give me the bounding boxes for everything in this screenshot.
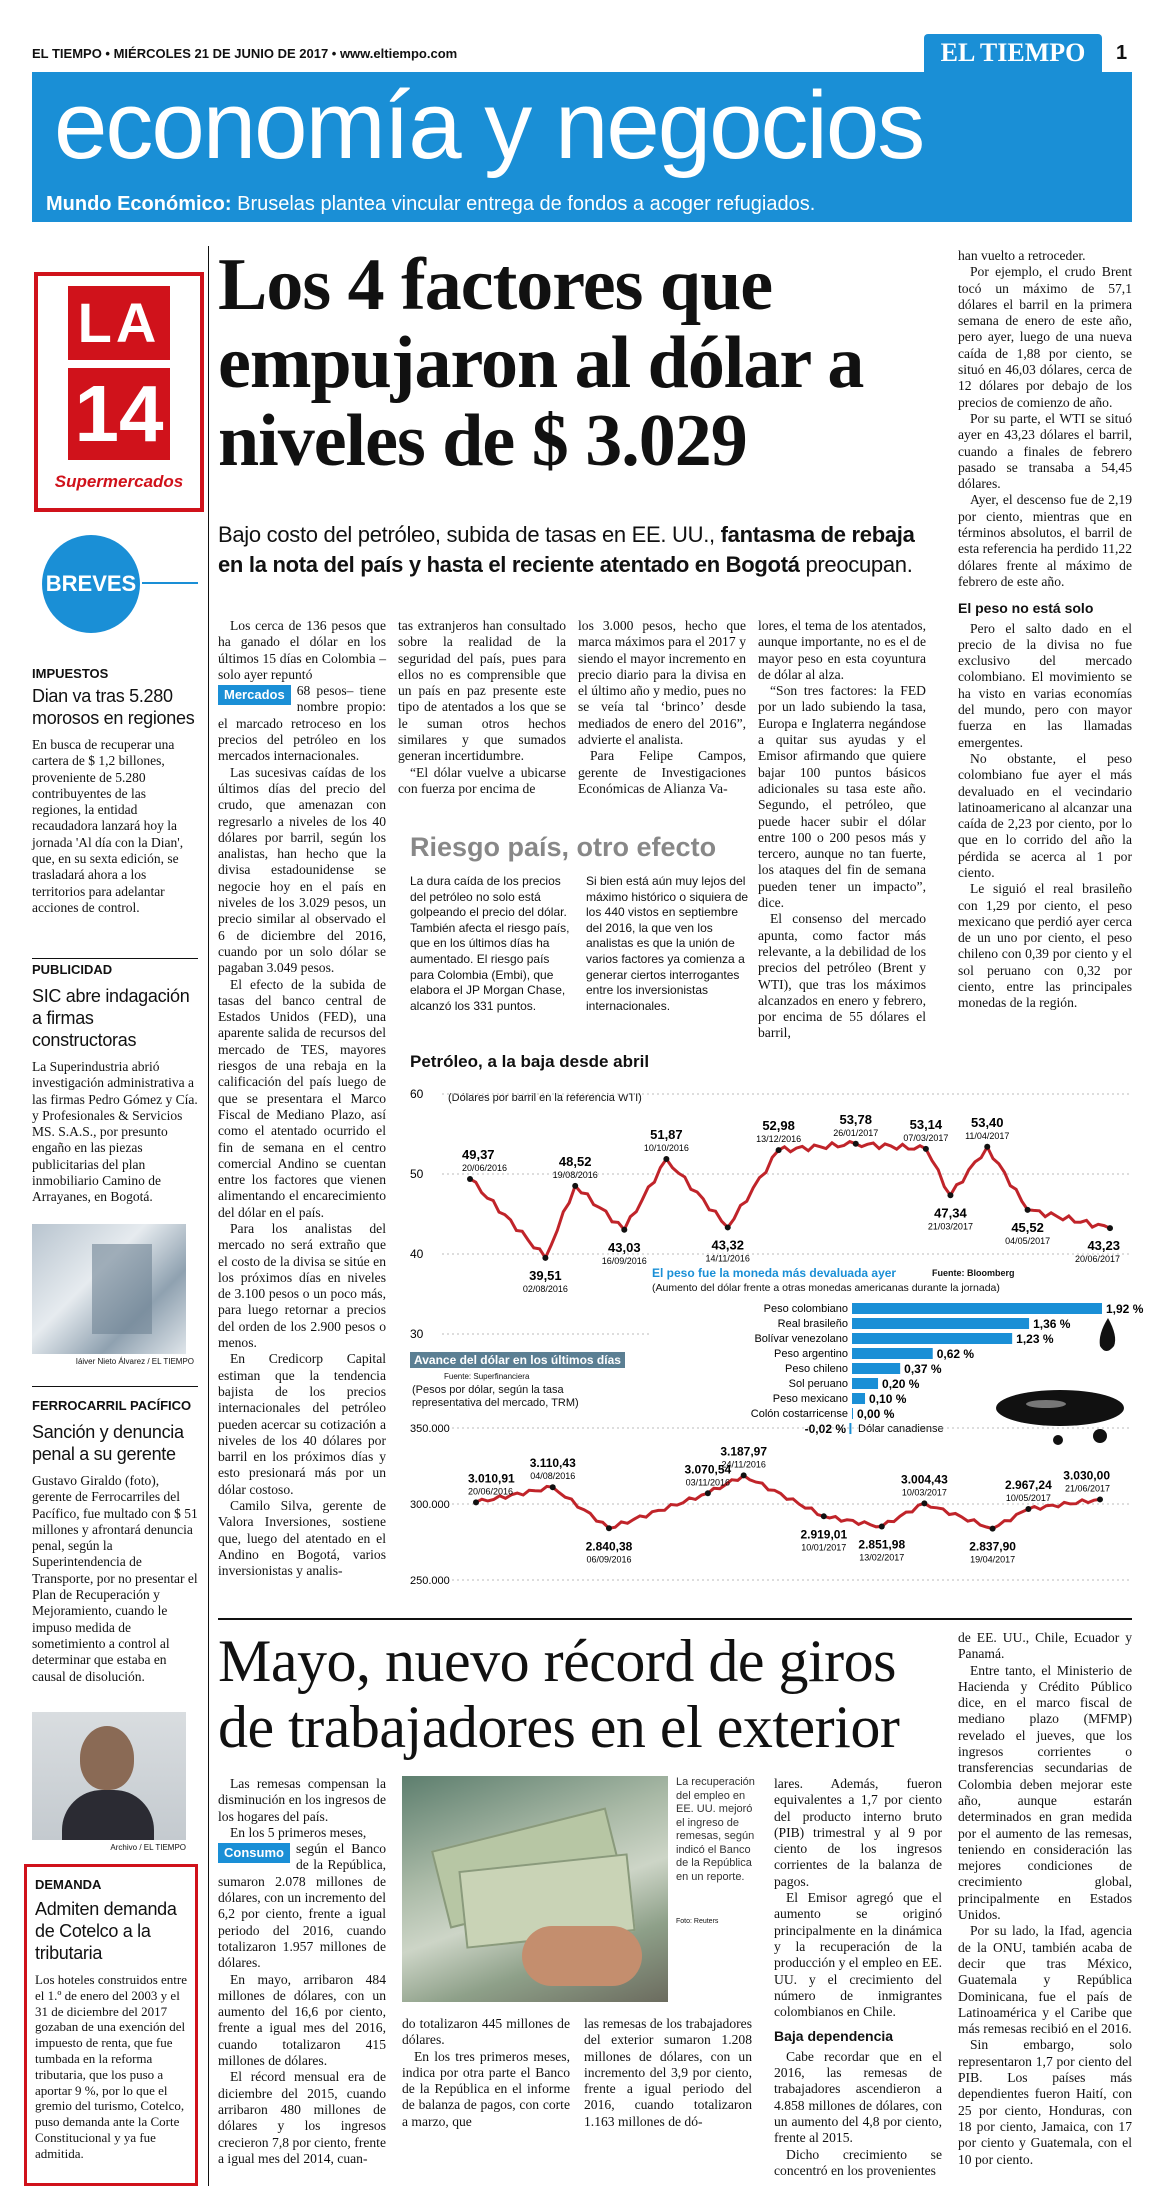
paragraph: lares. Además, fueron equivalentes a 1,7 por ciento del producto interno bruto (PIB) trimestral y al 9 por ciento de los ingresos corrientes de la balanza de pagos. (774, 1776, 942, 1889)
remittances-photo (402, 1776, 668, 2002)
paragraph: No obstante, el peso colombiano fue ayer el más devaluado en el vecindario latinoamericano al alcanzar una caída de 2,23 por ciento, por lo que en lo corrido del año la pérdida se acerca al 1 por ciento. (958, 750, 1132, 880)
fx-chart-source: Fuente: Superfinanciera (444, 1372, 530, 1381)
data-point (467, 1176, 473, 1182)
category-label: Colón costarricense (750, 1408, 848, 1420)
second-col-2 (402, 2016, 570, 2130)
main-headline: Los 4 factores que empujaron al dólar a niveles de $ 3.029 (218, 244, 864, 482)
data-point (663, 1156, 669, 1162)
divider (32, 958, 198, 959)
paragraph: “Son tres factores: la FED por un lado subiendo la tasa, Europa e Inglaterra negándose a quitar sus ayudas y el Emisor afirmando que quiere bajar 100 puntos básicos adicionales su tasa este año. Segundo, el petróleo, que puede hacer subir el dólar entre 100 o 200 pesos más y tercero, aunque no tan fuerte, los ataques del fin de semana pueden tener un impacto”, dice. (758, 683, 926, 911)
box-title: Riesgo país, otro efecto (410, 832, 717, 862)
main-col-1 (218, 618, 386, 1580)
ad-logo-la14[interactable] (34, 272, 204, 512)
date-label: 26/01/2017 (833, 1127, 879, 1138)
data-point (879, 1523, 885, 1529)
data-label: 53,14 (909, 1116, 943, 1132)
data-point (1097, 1496, 1103, 1502)
paragraph: han vuelto a retroceder. (958, 248, 1086, 263)
paragraph: Las sucesivas caídas de los últimos días del precio del crudo, que amenazan con regresarlo a niveles de los 40 dólares por barril, según los analistas, han hecho que la divisa estadounidense se negocie hoy en el país en niveles de los 3.029 pesos, un precio similar al observado el 6 de diciembre del 2016, cuando por un solo dólar se pagaban 3.049 pesos. (218, 764, 386, 976)
date-label: 03/11/2016 (685, 1477, 731, 1488)
paragraph: El consenso del mercado apunta, como factor más relevante, a la debilidad de los precios del petróleo (Brent y WTI), que tras los máximos alcanzados en enero y febrero, por encima de 55 dólares el barril, (758, 911, 926, 1041)
paragraph: los 3.000 pesos, hecho que marca máximos para el 2017 y siendo el mayor incremento en precio diario para la divisa en el último año y medio, pues no se veía tal ‘brinco’ desde mediados de enero del 2016”, advierte el analista. (578, 618, 747, 748)
value-label: 1,92 % (1106, 1302, 1144, 1316)
data-point (853, 1141, 859, 1147)
date-label: 10/10/2016 (643, 1143, 689, 1154)
data-label: 39,51 (529, 1267, 562, 1283)
brief-text: Gustavo Giraldo (foto), gerente de Ferrocarriles del Pacífico, fue multado con $ 51 millones y afrontará denuncia penal, según la Superintendencia de Transporte, por no presentar el Plan de Recuperación y Mejoramiento, cuando le impuso medida de sometimiento a control al determinar que estaba en causal de disolución. (32, 1473, 198, 1684)
second-col-4 (774, 1776, 942, 2179)
brief-photo-gerente (32, 1712, 186, 1840)
date-label: 04/05/2017 (1005, 1235, 1051, 1246)
y-tick: 40 (410, 1247, 424, 1261)
paragraph: Cabe recordar que en el 2016, las remesas de trabajadores ascendieron a 4.858 millones de dólares, con un aumento del 4,8 por ciento, frente al 2015. (774, 2048, 942, 2146)
category-label: Peso argentino (774, 1348, 848, 1360)
value-label: -0,02 % (804, 1422, 846, 1436)
main-subhead (218, 520, 938, 580)
data-label: 53,78 (839, 1111, 873, 1127)
data-point (923, 1146, 929, 1152)
paragraph: Sin embargo, solo representaron 1,7 por ciento del PIB. Los países más dependientes fueron Haití, con 25 por ciento, Honduras, con 18 por ciento, Jamaica, con 17 por ciento y Guatemala, con el 10 por ciento. (958, 2037, 1132, 2167)
paragraph: Por su parte, el WTI se situó ayer en 43,23 dólares el barril, cuando a finales de febrero pasado se transaba a 54,45 dólares. (958, 410, 1132, 492)
brief-title: SIC abre indagación a firmas constructoras (32, 986, 190, 1050)
data-label: 2.837,90 (969, 1539, 1016, 1554)
second-col-3 (584, 2016, 752, 2130)
date-label: 20/06/2016 (468, 1486, 514, 1497)
y-tick: 60 (410, 1087, 424, 1101)
data-point (821, 1513, 827, 1519)
category-label: Peso mexicano (772, 1393, 848, 1405)
page-number: 1 (1116, 42, 1128, 64)
devaluation-chart-title: El peso fue la moneda más devaluada ayer (652, 1266, 897, 1280)
section-tag: Mercados (218, 685, 291, 705)
story-divider (218, 1618, 1132, 1620)
data-point (473, 1499, 479, 1505)
brief-category: PUBLICIDAD (32, 962, 113, 977)
fx-line-chart (410, 1418, 1132, 1588)
paragraph: Por ejemplo, el crudo Brent tocó un máximo de 57,1 dólares el barril en la primera semana de enero de este año, pero ayer, luego de una nueva caída de 1,88 por ciento, se situó en 46,03 dólares, cerca de 12 dólares por debajo de los precios de comienzo de año. (958, 264, 1132, 410)
box-col-1: La dura caída de los precios del petróleo no solo está golpeando el precio del dólar. También afecta el riesgo país, que en los últimos días ha aumentado. El riesgo país para Colombia (Embi), que elabora el JP Morgan Chase, alcanzó los 331 puntos. (410, 874, 570, 1013)
paragraph: En Credicorp Capital estiman que la tendencia bajista de los precios internacionales del petróleo pueden acercar su cotización a niveles de los 40 dólares por barril en los próximos días y esto presionará más por un dólar costoso. (218, 1351, 386, 1497)
brief-demanda-box (24, 1864, 198, 2186)
divider (32, 1386, 198, 1387)
photo-caption: La recuperación del empleo en EE. UU. mejoró el ingreso de remesas, según indicó el Banco de la República en un reporte. (676, 1776, 755, 1883)
paragraph: las remesas de los trabajadores del exterior sumaron 1.208 millones de dólares, con un incremento del 3,9 por ciento, frente a igual periodo del 2016, cuando totalizaron 1.163 millones de dó- (584, 2016, 752, 2129)
data-point (1107, 1225, 1113, 1231)
world-news-bar (32, 186, 1132, 222)
data-label: 3.010,91 (468, 1471, 515, 1486)
data-point (990, 1526, 996, 1532)
data-label: 2.851,98 (858, 1537, 906, 1552)
data-point (741, 1472, 747, 1478)
devaluation-subtitle: (Aumento del dólar frente a otras monedas americanas durante la jornada) (652, 1282, 1000, 1294)
value-label: 0,20 % (882, 1377, 920, 1391)
paragraph: Para Felipe Campos, gerente de Investigaciones Económicas de Alianza Va- (578, 748, 746, 796)
data-label: 43,32 (711, 1237, 745, 1253)
date-label: 10/01/2017 (801, 1542, 847, 1553)
data-label: 2.840,38 (585, 1539, 633, 1554)
date-label: 16/09/2016 (601, 1255, 647, 1266)
date-label: 11/04/2017 (965, 1130, 1010, 1141)
paragraph: El efecto de la subida de tasas del banco central de Estados Unidos (FED), una aparente salida de recursos del mercado de TES, mayores riesgos de una rebaja en la calificación del país luego de que se presentara el Marco Fiscal de Mediano Plazo, así como el atentado ocurrido el fin de semana en el centro comercial Andino se cuentan entre los factores que vienen alimentando el encarecimiento del dólar en el país. (218, 976, 386, 1220)
date-label: 21/06/2017 (1064, 1483, 1110, 1494)
bar (852, 1303, 1102, 1314)
photo-credit: Iáiver Nieto Álvarez / EL TIEMPO (75, 1357, 194, 1366)
world-text: Bruselas plantea vincular entrega de fondos a acoger refugiados. (237, 193, 816, 215)
data-label: 52,98 (762, 1118, 795, 1134)
section-title: economía y negocios (54, 72, 924, 179)
column-rule (208, 246, 209, 2186)
date-label: 06/09/2016 (586, 1554, 632, 1565)
data-point (984, 1144, 990, 1150)
value-label: 1,23 % (1016, 1332, 1054, 1346)
second-headline: Mayo, nuevo récord de giros de trabajadores en el exterior (218, 1628, 900, 1760)
brief-ferrocarril (32, 1398, 198, 1685)
paragraph: Pero el salto dado en el precio de la divisa no fue exclusivo del mercado colombiano. El movimiento se ha visto en varias economías del mundo, pero con mayor fuerza en las llamadas emergentes. (958, 620, 1132, 750)
data-label: 47,34 (934, 1205, 967, 1221)
subsection-heading: El peso no está solo (958, 600, 1094, 617)
category-label: Real brasileño (777, 1318, 848, 1330)
brand-logo: EL TIEMPO (924, 34, 1102, 72)
brief-title: Admiten demanda de Cotelco a la tributaria (35, 1899, 177, 1963)
date-label: 10/03/2017 (901, 1487, 947, 1498)
date-label: 04/08/2016 (530, 1471, 576, 1482)
oil-drop-icon (1100, 1318, 1115, 1351)
brief-text: En busca de recuperar una cartera de $ 1,2 billones, proveniente de 5.280 contribuyentes de las regiones, la entidad recaudadora lanzará hoy la jornada 'Al día con la Dian', que, en su sexta edición, se trasladará ahora a los territorios para adelantar acciones de control. (32, 737, 184, 915)
fx-chart-subtitle: (Pesos por dólar, según la tasa representativa del mercado, TRM) (412, 1384, 579, 1409)
paragraph: En mayo, arribaron 484 millones de dólares, con un aumento del 16,6 por ciento, frente a igual mes del 2016, cuando totalizaron 415 millones de dólares. (218, 1971, 386, 2069)
date-label: 02/08/2016 (522, 1283, 568, 1294)
subhead-part: preocupan. (805, 552, 913, 577)
value-label: 0,00 % (857, 1407, 895, 1421)
data-label: 43,03 (608, 1239, 641, 1255)
bar (852, 1318, 1029, 1329)
data-label: 3.070,54 (684, 1462, 732, 1477)
box-col-2: Si bien está aún muy lejos del máximo histórico o siquiera de los 440 vistos en septiembre del 2016, la que ven los analistas es que la unión de varios factores ya comienza a generar ciertos interrogantes entre los inversionistas internacionales. (586, 874, 749, 1013)
brief-category: FERROCARRIL PACÍFICO (32, 1398, 192, 1413)
data-label: 2.967,24 (1005, 1477, 1052, 1492)
data-label: 3.110,43 (529, 1456, 576, 1471)
bar (852, 1348, 933, 1359)
paragraph: 68 pesos– tiene nombre propio: el marcado retroceso en los precios del petróleo en los mercados internacionales. (218, 683, 386, 764)
breves-rule (142, 582, 198, 584)
data-point (921, 1500, 927, 1506)
paragraph: Le siguió el real brasileño con 1,29 por ciento, el peso mexicano que perdió ayer cerca de un uno por ciento, el peso chileno con 0,39 por ciento y el sol peruano con 0,32 por ciento, entre las principales monedas de la región. (958, 881, 1132, 1011)
data-point (947, 1192, 953, 1198)
subhead-bold: fantasma de rebaja (720, 522, 915, 547)
data-point (572, 1183, 578, 1189)
paragraph: En los 5 primeros meses, (230, 1824, 367, 1840)
paragraph: Ayer, el descenso fue de 2,19 por ciento, mientras que en términos absolutos, el barril de esta referencia ha perdido 11,22 dólares frente al máximo de febrero de este año. (958, 492, 1132, 589)
masthead-dateline: EL TIEMPO • MIÉRCOLES 21 DE JUNIO DE 2017 • www.eltiempo.com (32, 46, 458, 61)
value-label: 0,10 % (869, 1392, 907, 1406)
brief-category: IMPUESTOS (32, 666, 109, 681)
data-point (550, 1484, 556, 1490)
category-label: Peso chileno (785, 1363, 848, 1375)
paragraph: Las remesas compensan la disminución en los ingresos de los hogares del país. (218, 1776, 386, 1824)
date-label: 19/04/2017 (970, 1554, 1016, 1565)
data-point (542, 1255, 548, 1261)
date-label: 07/03/2017 (903, 1132, 949, 1143)
paragraph: do totalizaron 445 millones de dólares. (402, 2016, 570, 2048)
date-label: 24/11/2016 (721, 1459, 766, 1470)
subhead-part: Bajo costo del petróleo, subida de tasas en EE. UU., (218, 522, 715, 547)
paragraph: Los cerca de 136 pesos que ha ganado el dólar en los últimos 15 días en Colombia –solo ayer repuntó (218, 618, 386, 682)
y-tick: 300.000 (410, 1499, 450, 1511)
data-label: 3.004,43 (901, 1472, 948, 1487)
y-tick: 50 (410, 1167, 424, 1181)
category-label: Peso colombiano (763, 1303, 848, 1315)
y-tick: 250.000 (410, 1575, 450, 1587)
date-label: 20/06/2016 (462, 1163, 508, 1174)
ad-logo-name: Supermercados (54, 472, 184, 491)
data-point (705, 1490, 711, 1496)
value-label: 0,62 % (936, 1347, 975, 1361)
value-label: 0,37 % (904, 1362, 942, 1376)
subhead-bold: en la nota del país y hasta el reciente atentado en Bogotá (218, 552, 800, 577)
date-label: 20/06/2017 (1074, 1254, 1120, 1265)
main-col-4 (758, 618, 926, 1042)
brief-title: Dian va tras 5.280 morosos en regiones (32, 686, 195, 728)
bar (852, 1333, 1012, 1344)
bar (852, 1363, 900, 1374)
paragraph: Entre tanto, el Ministerio de Hacienda y Crédito Público dice, en el marco fiscal de mediano plazo (MFMP) revelado el jueves, que los ingresos corrientes o transferencias secundarias de Colombia deben mejorar este año, aunque estarán determinados en gran medida por el aumento de las remesas, teniendo en consideración las mejores condiciones de crecimiento global, principalmente en Estados Unidos. (958, 1662, 1132, 1923)
photo-credit: Archivo / EL TIEMPO (110, 1843, 186, 1852)
data-point (725, 1224, 731, 1230)
oil-chart-subtitle: (Dólares por barril en la referencia WTI) (448, 1092, 642, 1104)
date-label: 13/02/2017 (859, 1552, 905, 1563)
paragraph: Camilo Silva, gerente de Valora Inversiones, sostiene que, luego del atentado en el Andino en Bogotá, varios inversionistas y analis- (218, 1498, 386, 1579)
oil-spill-highlight (1026, 1400, 1066, 1408)
paragraph: lores, el tema de los atentados, aunque importante, no es el de mayor peso en esta coyuntura de dólar al alza. (758, 618, 926, 682)
brief-title: Sanción y denuncia penal a su gerente (32, 1422, 184, 1464)
data-point (621, 1227, 627, 1233)
value-label: 1,36 % (1033, 1317, 1071, 1331)
fx-chart-title: Avance del dólar en los últimos días (410, 1352, 625, 1368)
ad-logo-14: 14 (68, 368, 170, 460)
paragraph: de EE. UU., Chile, Ecuador y Panamá. (958, 1630, 1132, 1662)
data-label: 43,23 (1087, 1238, 1120, 1254)
paragraph: tas extranjeros han consultado sobre la realidad de la seguridad del país, pues para ellos no es comprensible que un país en paz presente este tipo de atentados a los que se le suman otros hechos similares y que sumados generan incertidumbre. (398, 618, 566, 764)
world-label: Mundo Económico: (46, 193, 232, 215)
section-tag: Consumo (218, 1843, 290, 1863)
data-point (606, 1525, 612, 1531)
main-col-5 (958, 248, 1132, 1012)
brief-text: Los hoteles construidos entre el 1.º de enero del 2003 y el 31 de diciembre del 2017 gozaban de una exención del impuesto de renta, que fue tumbada en la reforma tributaria, que los puso a aportar 9 %, por lo que el gremio del turismo, Cotelco, puso demanda ante la Corte Constitucional y ya fue admitida. (35, 1972, 187, 2161)
data-label: 51,87 (650, 1127, 683, 1143)
second-col-1 (218, 1776, 386, 2167)
data-label: 49,37 (462, 1147, 495, 1163)
brief-text: La Superindustria abrió investigación administrativa a las firmas Pedro Gómez y Cía. y Profesionales & Servicios MS. S.A.S., por presunto engaño en las piezas publicitarias del plan inmobiliario Camino de Arrayanes, en Bogotá. (32, 1059, 198, 1205)
bar (852, 1378, 878, 1389)
data-label: 3.187,97 (720, 1444, 768, 1459)
paragraph: En los tres primeros meses, indica por otra parte el Banco de la República en el informe de balanza de pagos, con corte a marzo, que (402, 2048, 570, 2129)
subsection-heading: Baja dependencia (774, 2028, 894, 2045)
date-label: 13/12/2016 (756, 1134, 802, 1145)
oil-chart-title: Petróleo, a la baja desde abril (410, 1052, 650, 1071)
brief-photo-constructoras (32, 1224, 186, 1354)
brief-publicidad (32, 962, 198, 1206)
paragraph: Para los analistas del mercado no será extraño que el costo de la divisa se sitúe en los próximos días en niveles de 3.100 pesos o un poco más, para luego retornar a precios del orden de los 2.900 pesos o menos. (218, 1220, 386, 1351)
paragraph: Por su lado, la Ifad, agencia de la ONU, también acaba de decir que tras México, Guatemala y República Dominicana, fue el país de Latinoamérica y el Caribe que más remesas recibió en el 2016. (958, 1923, 1132, 2037)
photo-credit: Foto: Reuters (676, 1918, 719, 1925)
paragraph: El Emisor agregó que el aumento se originó principalmente en la dinámica y la recuperación de la producción y el empleo en EE. UU. y el crecimiento del número de inmigrantes colombianos en Chile. (774, 1890, 942, 2020)
data-label: 48,52 (558, 1153, 592, 1169)
date-label: 14/11/2016 (705, 1253, 750, 1264)
category-label: Bolívar venezolano (754, 1333, 848, 1345)
data-point (1025, 1207, 1031, 1213)
data-label: 53,40 (970, 1114, 1004, 1130)
second-col-5 (958, 1630, 1132, 2168)
y-tick: 350.000 (410, 1423, 450, 1435)
devaluation-source: Fuente: Bloomberg (932, 1268, 1015, 1278)
data-label: 2.919,01 (800, 1527, 848, 1542)
y-tick: 30 (410, 1327, 424, 1341)
date-label: 21/03/2017 (927, 1221, 973, 1232)
date-label: 19/08/2016 (552, 1169, 598, 1180)
brief-impuestos (32, 666, 198, 916)
ad-logo-la: LA (68, 286, 170, 360)
date-label: 10/05/2017 (1005, 1492, 1051, 1503)
paragraph: El récord mensual era de diciembre del 2015, cuando arribaron 480 millones de dólares y los ingresos crecieron 7,8 por ciento, frente a igual mes del 2014, cuan- (218, 2069, 386, 2166)
paragraph: “El dólar vuelve a ubicarse con fuerza por encima de (398, 764, 566, 796)
brief-category: DEMANDA (35, 1877, 102, 1892)
data-point (1025, 1506, 1031, 1512)
main-col-2 (398, 618, 566, 797)
breves-badge: BREVES (42, 535, 140, 633)
data-label: 45,52 (1011, 1219, 1044, 1235)
bar (852, 1393, 865, 1404)
data-label: 3.030,00 (1063, 1468, 1110, 1483)
main-col-3 (578, 618, 746, 797)
category-label: Sol peruano (788, 1378, 848, 1390)
category-label: Dólar canadiense (858, 1423, 944, 1435)
paragraph: según el Banco de la República, sumaron 2.078 millones de dólares, con un incremento del 6,2 por ciento, frente a igual periodo del 2016, cuando totalizaron 1.957 millones de dólares. (218, 1841, 386, 1971)
paragraph: Dicho crecimiento se concentró en los provenientes (774, 2146, 942, 2178)
data-point (776, 1147, 782, 1153)
